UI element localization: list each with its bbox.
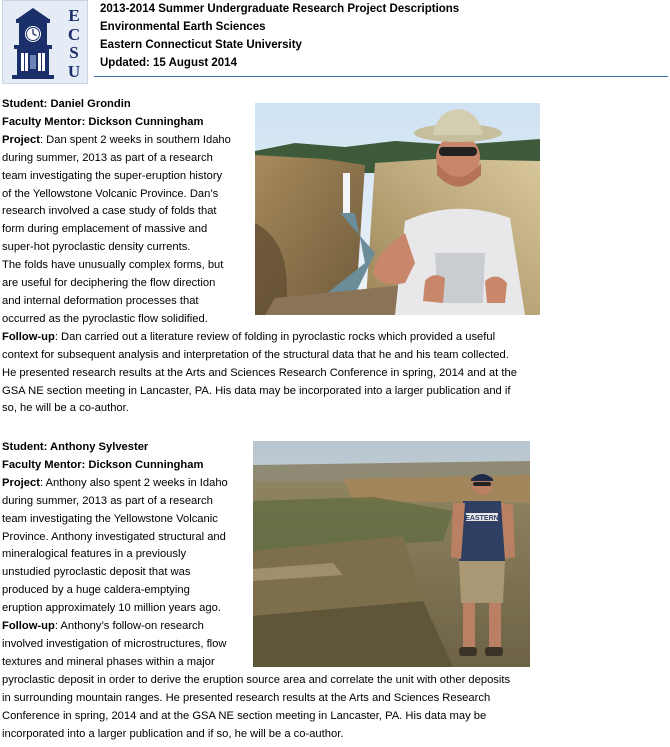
project-line: unstudied pyroclastic deposit that was	[2, 566, 191, 579]
shirt-text: EASTERN	[465, 515, 499, 522]
student-name: Student: Daniel Grondin	[2, 98, 131, 110]
project-line: research involved a case study of folds that	[2, 205, 217, 218]
followup-line: pyroclastic deposit in order to derive the eruption source area and correlate the unit with other deposits	[2, 673, 511, 686]
logo-letter: U	[67, 61, 81, 81]
document-header	[100, 0, 459, 72]
project-line: of the Yellowstone Volcanic Province. Dan’s	[2, 187, 219, 200]
followup-line: Conference in spring, 2014 and at the GSA NE section meeting in Lancaster, PA. His data may be	[2, 709, 487, 722]
department-name: Environmental Earth Sciences	[100, 21, 266, 33]
project-line: mineralogical features in a previously	[2, 548, 187, 561]
project-line: form during emplacement of massive and	[2, 223, 208, 236]
project-line: occurred as the pyroclastic flow solidified.	[2, 312, 208, 325]
project-line: team investigating the Yellowstone Volcanic	[2, 512, 218, 525]
project-text: : Dan spent 2 weeks in southern Idaho	[39, 133, 231, 146]
project-line: are useful for deciphering the flow direction	[2, 277, 216, 290]
followup-line	[2, 329, 517, 347]
project-label: Project	[2, 133, 40, 146]
photo-sylvester-canyon-rim	[253, 441, 530, 667]
followup-line: context for subsequent analysis and interpretation of the structural data that he and his team collected.	[2, 348, 509, 361]
document-title: 2013-2014 Summer Undergraduate Research Project Descriptions	[100, 3, 460, 15]
photo-grondin-yellowstone-canyon	[255, 103, 540, 315]
project-line: during summer, 2013 as part of a research	[2, 494, 213, 507]
project-label: Project	[2, 476, 40, 489]
followup-line: GSA NE section meeting in Lancaster, PA. His data may be incorporated into a larger publication and if	[2, 384, 511, 397]
project-text: : Anthony also spent 2 weeks in Idaho	[39, 476, 228, 489]
project-line: super-hot pyroclastic density currents.	[2, 241, 191, 254]
followup-line: in surrounding mountain ranges. He presented research results at the Arts and Sciences Research	[2, 691, 491, 704]
project-line: Province. Anthony investigated structural and	[2, 530, 226, 543]
updated-date: Updated: 15 August 2014	[100, 57, 237, 69]
followup-text: : Dan carried out a literature review of folding in pyroclastic rocks which provided a useful	[54, 330, 496, 343]
header-divider	[94, 76, 668, 77]
project-line: team investigating the super-eruption history	[2, 169, 223, 182]
project-line: eruption approximately 10 million years ago.	[2, 602, 221, 615]
project-line: and internal deformation processes that	[2, 294, 199, 307]
followup-line: incorporated into a larger publication and if so, he will be a co-author.	[2, 727, 344, 740]
logo-letter: E	[68, 6, 80, 25]
logo-letters	[63, 7, 85, 81]
clock-tower-icon	[7, 5, 59, 81]
followup-line: involved investigation of microstructures, flow	[2, 637, 227, 650]
faculty-mentor: Faculty Mentor: Dickson Cunningham	[2, 458, 204, 471]
logo-letter: S	[69, 43, 79, 62]
logo-letter: C	[67, 24, 81, 44]
project-line: The folds have unusually complex forms, but	[2, 259, 224, 272]
followup-line: so, he will be a co-author.	[2, 402, 129, 415]
student-name: Student: Anthony Sylvester	[2, 441, 149, 453]
project-line: during summer, 2013 as part of a research	[2, 151, 213, 164]
followup-line: textures and mineral phases within a major	[2, 655, 215, 668]
university-name: Eastern Connecticut State University	[100, 39, 302, 51]
project-line: produced by a huge caldera-emptying	[2, 584, 190, 597]
followup-label: Follow-up	[2, 620, 55, 633]
followup-line: He presented research results at the Arts and Sciences Research Conference in spring, 2014 and at the	[2, 366, 517, 379]
university-logo	[2, 0, 88, 84]
followup-label: Follow-up	[2, 330, 55, 343]
followup-text: : Anthony’s follow-on research	[54, 620, 204, 633]
faculty-mentor: Faculty Mentor: Dickson Cunningham	[2, 115, 204, 128]
